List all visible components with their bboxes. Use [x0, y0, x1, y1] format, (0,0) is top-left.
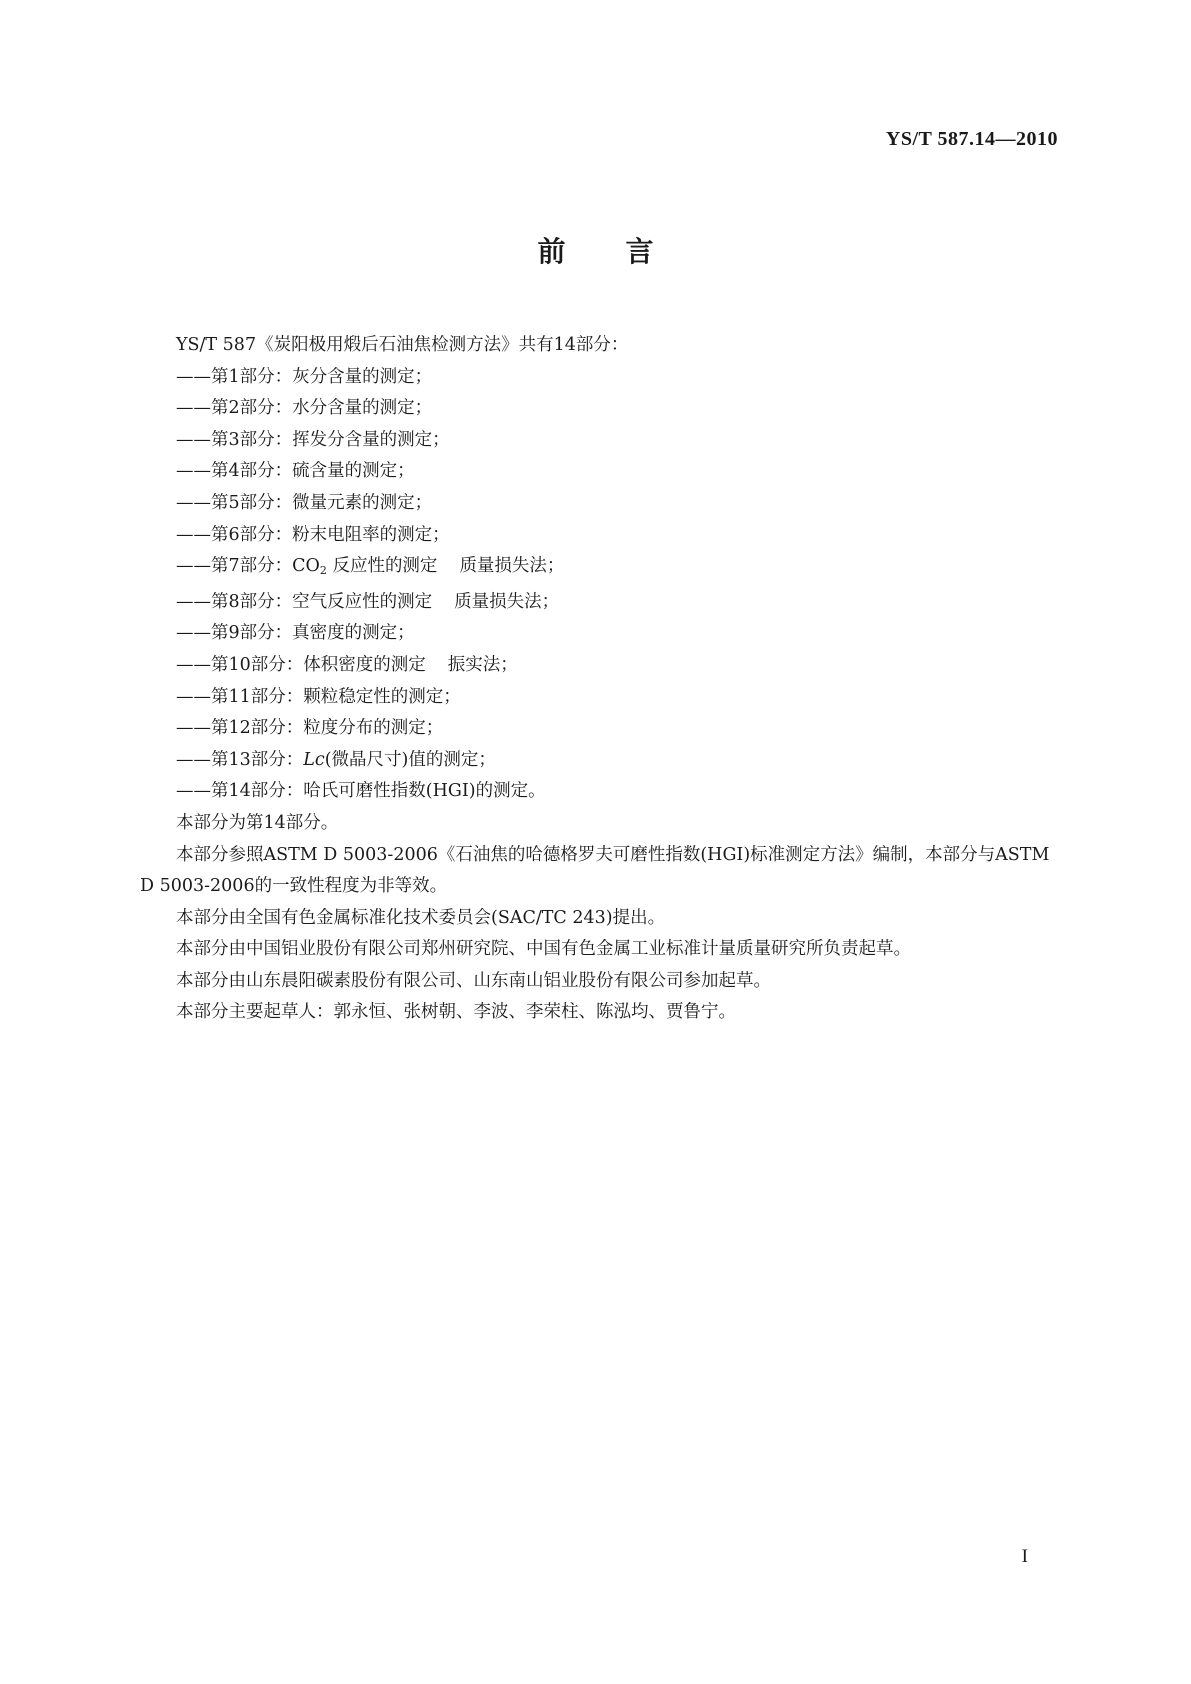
list-item-text: ——第13部分： — [176, 749, 304, 770]
list-item-text: 质量损失法； — [459, 556, 565, 577]
body-paragraph: 本部分主要起草人：郭永恒、张树朝、李波、李荣柱、陈泓均、贾鲁宁。 — [176, 1002, 736, 1023]
list-item-text: 质量损失法； — [454, 591, 560, 612]
foreword-body — [140, 330, 1050, 1029]
page-number: I — [1021, 1546, 1028, 1567]
list-item: ——第3部分：挥发分含量的测定； — [176, 429, 450, 450]
italic-symbol: Lc — [303, 749, 325, 770]
list-item-text: (微晶尺寸)值的测定； — [324, 749, 496, 770]
list-item: ——第2部分：水分含量的测定； — [176, 398, 433, 419]
list-item-text: ——第8部分：空气反应性的测定 — [176, 591, 433, 612]
parts-list — [140, 362, 1050, 808]
subscript: 2 — [319, 564, 327, 578]
page-title: 前言 — [537, 235, 714, 268]
list-item — [140, 551, 1050, 587]
list-item — [140, 587, 1050, 619]
body-paragraph: 本部分由山东晨阳碳素股份有限公司、山东南山铝业股份有限公司参加起草。 — [176, 970, 771, 991]
body-paragraph: 本部分参照ASTM D 5003-2006《石油焦的哈德格罗夫可磨性指数(HGI)标准测定方法》编制，本部分与ASTM D 5003-2006的一致性程度为非等效。 — [140, 844, 1050, 897]
body-paragraph: 本部分为第14部分。 — [176, 812, 339, 833]
body-paragraph: 本部分由中国铝业股份有限公司郑州研究院、中国有色金属工业标准计量质量研究所负责起草。 — [176, 939, 911, 960]
list-item-text: ——第7部分：CO — [176, 556, 320, 577]
list-item: ——第14部分：哈氏可磨性指数(HGI)的测定。 — [176, 781, 546, 802]
list-item-text: 振实法； — [447, 654, 518, 675]
list-item: ——第9部分：真密度的测定； — [176, 623, 415, 644]
list-item: ——第11部分：颗粒稳定性的测定； — [176, 686, 461, 707]
list-item-text: ——第10部分：体积密度的测定 — [176, 654, 426, 675]
list-item: ——第5部分：微量元素的测定； — [176, 492, 433, 513]
body-paragraph: 本部分由全国有色金属标准化技术委员会(SAC/TC 243)提出。 — [176, 907, 666, 928]
list-item — [140, 745, 1050, 777]
list-item-text: 反应性的测定 — [326, 556, 438, 577]
list-item — [140, 650, 1050, 682]
intro-paragraph: YS/T 587《炭阳极用煅后石油焦检测方法》共有14部分： — [176, 335, 629, 355]
list-item: ——第12部分：粒度分布的测定； — [176, 718, 444, 739]
list-item: ——第6部分：粉末电阻率的测定； — [176, 524, 450, 545]
document-code: YS/T 587.14—2010 — [885, 128, 1058, 150]
list-item: ——第1部分：灰分含量的测定； — [176, 366, 433, 387]
list-item: ——第4部分：硫含量的测定； — [176, 461, 415, 482]
